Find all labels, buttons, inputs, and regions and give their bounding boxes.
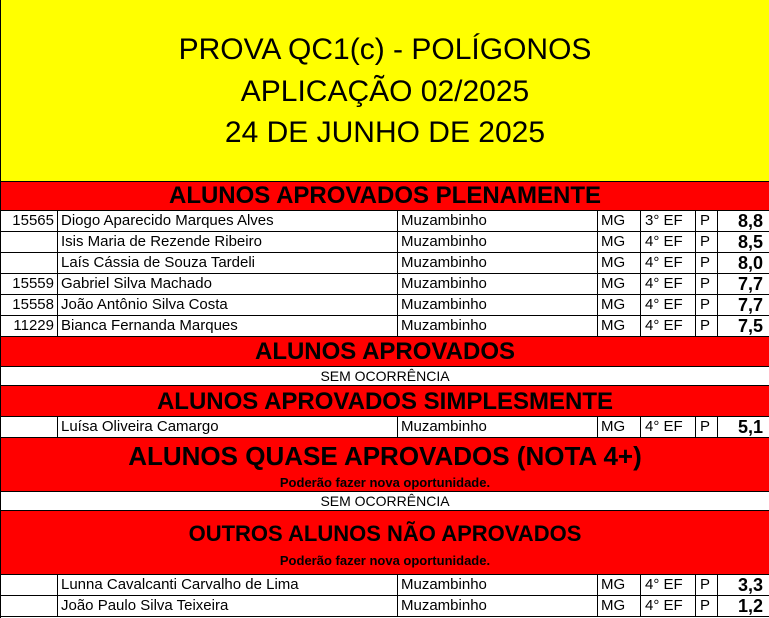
student-grade: 4° EF — [641, 316, 696, 336]
student-score: 8,0 — [737, 253, 763, 273]
header-block — [1, 0, 769, 182]
student-name: Luísa Oliveira Camargo — [58, 417, 398, 437]
student-p-mark: P — [696, 211, 718, 231]
student-score: 7,7 — [737, 295, 763, 315]
student-state: MG — [598, 295, 641, 315]
student-city: Muzambinho — [398, 274, 598, 294]
student-grade: 4° EF — [641, 596, 696, 616]
student-score: 7,5 — [737, 316, 763, 336]
table-row — [1, 232, 769, 253]
student-score: 8,5 — [737, 232, 763, 252]
student-id — [1, 596, 58, 616]
student-name: João Antônio Silva Costa — [58, 295, 398, 315]
student-id: 15558 — [1, 295, 58, 315]
student-p-mark: P — [696, 316, 718, 336]
student-id — [1, 575, 58, 595]
student-state: MG — [598, 596, 641, 616]
student-grade: 4° EF — [641, 575, 696, 595]
student-name: Isis Maria de Rezende Ribeiro — [58, 232, 398, 252]
student-city: Muzambinho — [398, 211, 598, 231]
student-p-mark: P — [696, 274, 718, 294]
student-score: 5,1 — [737, 417, 763, 437]
section-title: ALUNOS APROVADOS PLENAMENTE — [168, 182, 602, 209]
section-aprovados-band — [1, 337, 769, 367]
student-state: MG — [598, 211, 641, 231]
table-row — [1, 596, 769, 617]
table-row — [1, 274, 769, 295]
student-score: 1,2 — [737, 596, 763, 616]
student-name: João Paulo Silva Teixeira — [58, 596, 398, 616]
student-city: Muzambinho — [398, 316, 598, 336]
student-city: Muzambinho — [398, 253, 598, 273]
exam-title: PROVA QC1(c) - POLÍGONOS — [178, 33, 592, 66]
student-name: Bianca Fernanda Marques — [58, 316, 398, 336]
table-row — [1, 253, 769, 274]
section-title: OUTROS ALUNOS NÃO APROVADOS — [188, 521, 582, 546]
section-subtitle: Poderão fazer nova oportunidade. — [279, 553, 491, 568]
section-title: ALUNOS APROVADOS — [254, 338, 515, 365]
section-quase-band — [1, 438, 769, 492]
student-city: Muzambinho — [398, 596, 598, 616]
student-p-mark: P — [696, 575, 718, 595]
student-state: MG — [598, 253, 641, 273]
no-occurrence-text: SEM OCORRÊNCIA — [1, 367, 769, 386]
section-title: ALUNOS QUASE APROVADOS (NOTA 4+) — [128, 441, 642, 471]
student-id: 15565 — [1, 211, 58, 231]
section-plenamente-band — [1, 182, 769, 211]
student-state: MG — [598, 575, 641, 595]
section-outros-band — [1, 511, 769, 575]
table-row — [1, 417, 769, 438]
student-p-mark: P — [696, 232, 718, 252]
student-p-mark: P — [696, 417, 718, 437]
student-city: Muzambinho — [398, 575, 598, 595]
section-title: ALUNOS APROVADOS SIMPLESMENTE — [156, 388, 614, 415]
table-row — [1, 295, 769, 316]
student-id: 11229 — [1, 316, 58, 336]
student-p-mark: P — [696, 253, 718, 273]
no-occurrence-text: SEM OCORRÊNCIA — [1, 492, 769, 511]
student-name: Laís Cássia de Souza Tardeli — [58, 253, 398, 273]
student-id — [1, 417, 58, 437]
student-city: Muzambinho — [398, 232, 598, 252]
student-score: 3,3 — [737, 575, 763, 595]
student-state: MG — [598, 417, 641, 437]
exam-date: 24 DE JUNHO DE 2025 — [224, 116, 546, 149]
student-grade: 4° EF — [641, 232, 696, 252]
student-id: 15559 — [1, 274, 58, 294]
student-id — [1, 232, 58, 252]
table-row — [1, 211, 769, 232]
student-name: Gabriel Silva Machado — [58, 274, 398, 294]
student-grade: 3° EF — [641, 211, 696, 231]
student-p-mark: P — [696, 596, 718, 616]
table-row — [1, 316, 769, 337]
student-grade: 4° EF — [641, 253, 696, 273]
student-id — [1, 253, 58, 273]
student-state: MG — [598, 274, 641, 294]
student-state: MG — [598, 316, 641, 336]
student-score: 7,7 — [737, 274, 763, 294]
student-name: Lunna Cavalcanti Carvalho de Lima — [58, 575, 398, 595]
student-grade: 4° EF — [641, 274, 696, 294]
student-grade: 4° EF — [641, 417, 696, 437]
student-state: MG — [598, 232, 641, 252]
student-score: 8,8 — [737, 211, 763, 231]
student-name: Diogo Aparecido Marques Alves — [58, 211, 398, 231]
student-p-mark: P — [696, 295, 718, 315]
section-subtitle: Poderão fazer nova oportunidade. — [279, 475, 491, 490]
table-row — [1, 575, 769, 596]
student-city: Muzambinho — [398, 295, 598, 315]
student-city: Muzambinho — [398, 417, 598, 437]
section-simplesmente-band — [1, 386, 769, 417]
application-label: APLICAÇÃO 02/2025 — [240, 75, 530, 108]
student-grade: 4° EF — [641, 295, 696, 315]
